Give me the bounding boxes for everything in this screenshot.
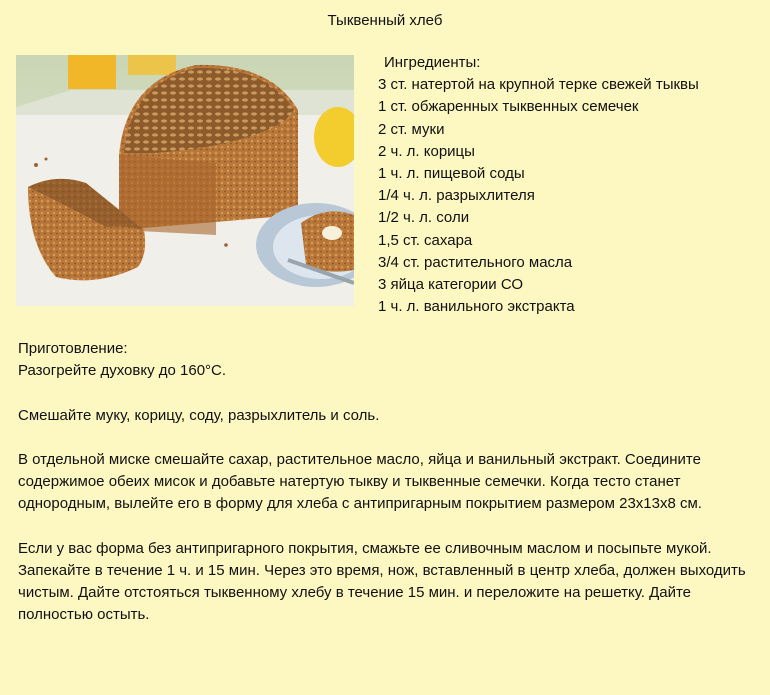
ingredient-item: 3/4 ст. растительного масла bbox=[378, 253, 573, 271]
ingredient-item: 1/4 ч. л. разрыхлителя bbox=[378, 187, 535, 205]
ingredient-item: 1 ст. обжаренных тыквенных семечек bbox=[378, 98, 639, 116]
pumpkin-bread-photo bbox=[16, 55, 354, 306]
method-section bbox=[18, 338, 758, 627]
ingredient-item: 1/2 ч. л. соли bbox=[378, 209, 470, 227]
method-step: Запекайте в течение 1 ч. и 15 мин. Через это время, нож, вставленный в центр хлеба, должен выходить чистым. Дайте отстояться тыквенному хлебу в течение 15 мин. и переложите на решетку. Дайте полностью остыть. bbox=[18, 561, 746, 624]
ingredient-item: 3 яйца категории СО bbox=[378, 276, 523, 294]
ingredient-item: 2 ч. л. корицы bbox=[378, 142, 475, 160]
ingredient-item: 1,5 ст. сахара bbox=[378, 231, 473, 249]
recipe-title: Тыквенный хлеб bbox=[327, 12, 443, 29]
method-step: В отдельной миске смешайте сахар, растительное масло, яйца и ванильный экстракт. Соедините содержимое обеих мисок и добавьте натертую тыкву и тыквенные семечки. Когда тесто станет однородным, вылейте его в форму для хлеба с антипригарным покрытием размером 23x13x8 см. bbox=[18, 450, 702, 513]
ingredients-list bbox=[378, 52, 699, 318]
ingredients-heading: Ингредиенты: bbox=[384, 54, 481, 71]
method-heading: Приготовление: bbox=[18, 340, 128, 357]
ingredient-item: 3 ст. натертой на крупной терке свежей тыквы bbox=[378, 76, 699, 94]
method-step: Если у вас форма без антипригарного покрытия, смажьте ее сливочным маслом и посыпьте мукой. bbox=[18, 539, 712, 557]
method-step: Смешайте муку, корицу, соду, разрыхлитель и соль. bbox=[18, 406, 380, 424]
ingredient-item: 2 ст. муки bbox=[378, 120, 445, 138]
ingredient-item: 1 ч. л. пищевой соды bbox=[378, 165, 525, 183]
method-step: Разогрейте духовку до 160°С. bbox=[18, 362, 227, 380]
ingredient-item: 1 ч. л. ванильного экстракта bbox=[378, 298, 575, 316]
